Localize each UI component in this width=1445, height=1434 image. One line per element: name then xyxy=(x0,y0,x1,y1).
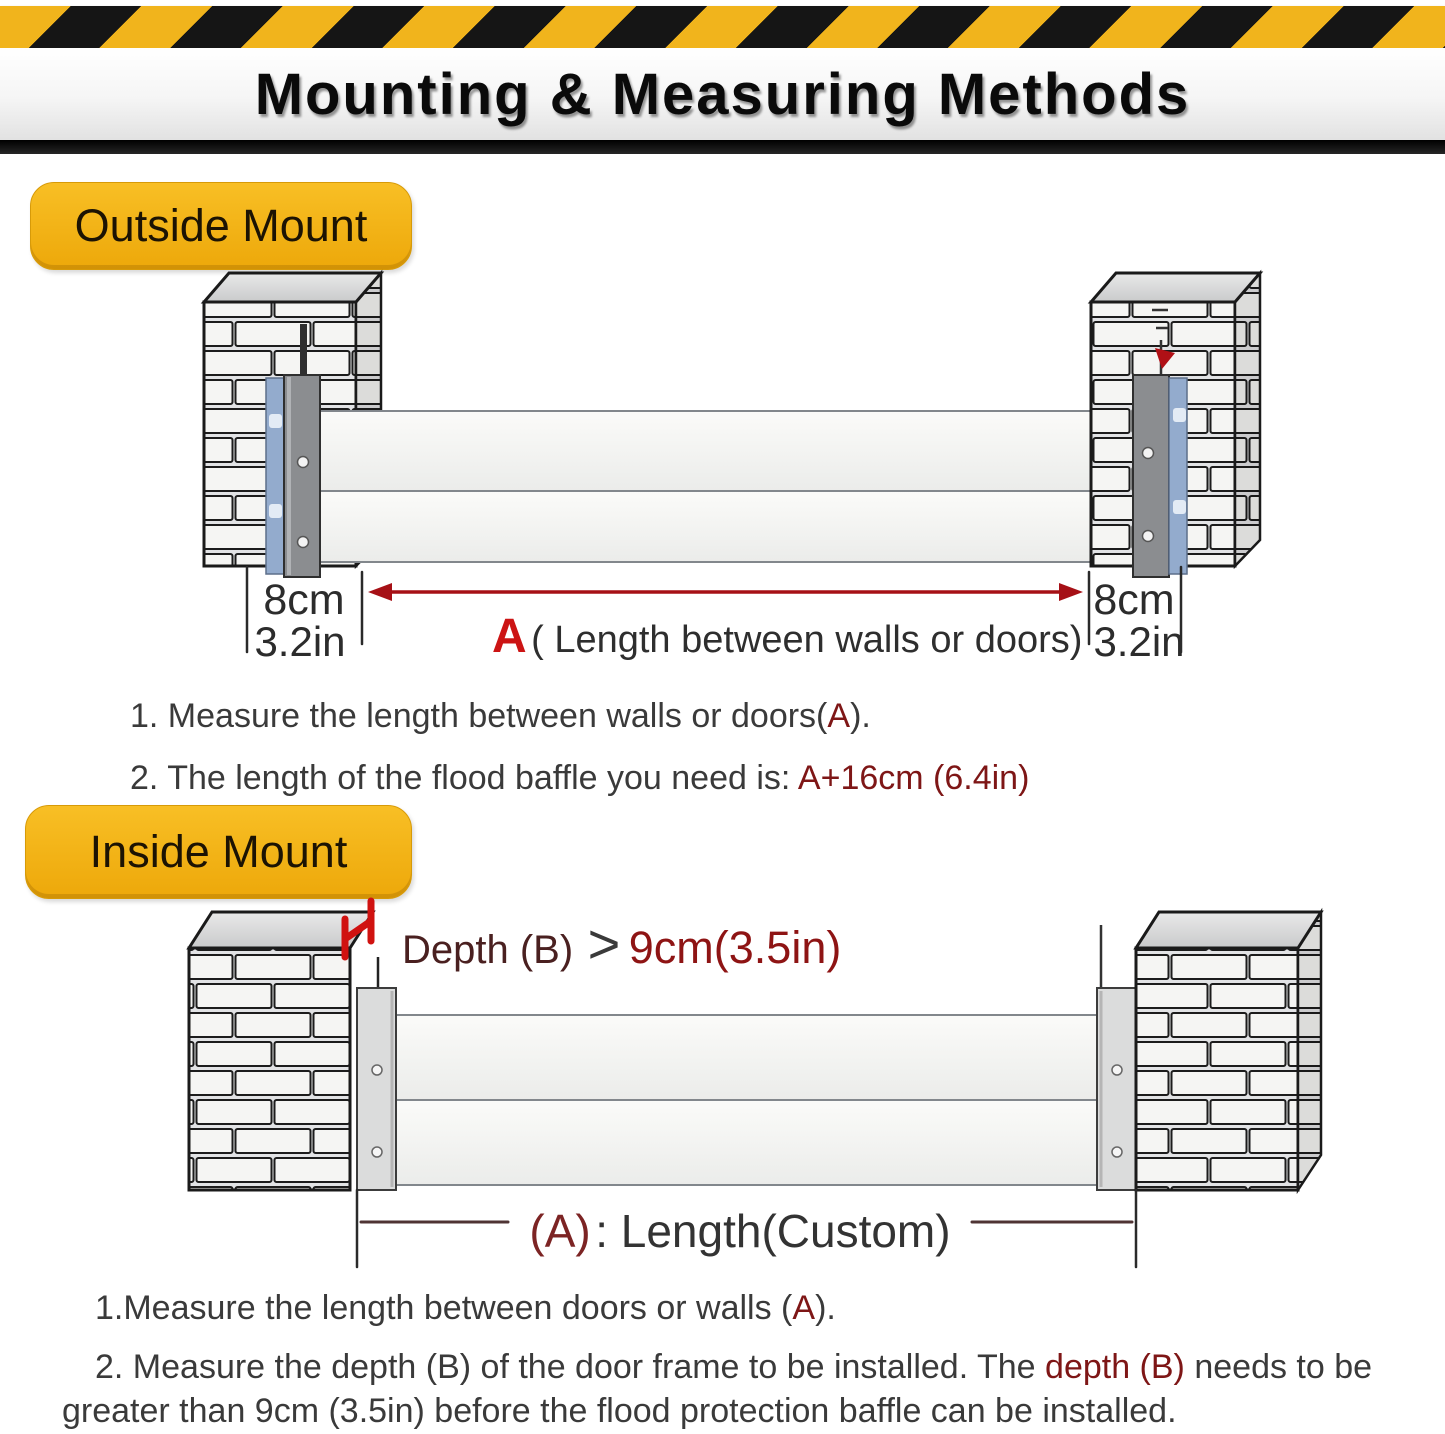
left-pillar-front-face xyxy=(189,948,350,1190)
inside-mount-diagram xyxy=(0,895,1445,1275)
hazard-banner xyxy=(0,0,1445,154)
page-title: Mounting & Measuring Methods xyxy=(254,61,1191,127)
screw-hole xyxy=(372,1065,382,1075)
screw-hole xyxy=(372,1147,382,1157)
seal-strip-tab xyxy=(269,504,282,518)
screw-hole xyxy=(1143,531,1154,542)
outside-mount-label xyxy=(30,182,412,270)
seal-strip-tab xyxy=(1173,408,1186,422)
screw-hole xyxy=(1112,1065,1122,1075)
inside-mount-label xyxy=(25,805,412,899)
outside-mount-label-text: Outside Mount xyxy=(74,200,368,251)
hazard-stripe-band xyxy=(0,6,1445,48)
left-offset-cm: 8cm xyxy=(263,576,345,624)
barrier-top-panel xyxy=(320,411,1133,491)
length-between-walls-label: A ( Length between walls or doors) xyxy=(492,610,1083,663)
banner-divider xyxy=(0,140,1445,154)
right-channel-bracket xyxy=(1097,925,1136,1190)
step-item: 1. Measure the length between walls or doors(A). xyxy=(130,697,871,735)
left-offset-in: 3.2in xyxy=(254,618,346,665)
inside-dimension-annotations xyxy=(357,1190,1136,1267)
custom-length-label: (A) : Length(Custom) xyxy=(529,1205,951,1257)
right-pillar-top-face xyxy=(1091,273,1260,302)
depth-label: Depth (B) > 9cm(3.5in) xyxy=(402,912,842,975)
screw-hole xyxy=(298,537,309,548)
step-item: 2. Measure the depth (B) of the door frame to be installed. The depth (B) needs to be greater than 9cm (3.5in) before the flood protection baffle can be installed. xyxy=(62,1348,1373,1431)
screw-hole xyxy=(1112,1147,1122,1157)
left-seal-strip xyxy=(266,378,284,574)
seal-strip-tab xyxy=(269,414,282,428)
left-bracket-slot xyxy=(300,324,307,377)
arrowhead-right-icon xyxy=(1059,583,1083,601)
flood-barrier xyxy=(396,1015,1097,1185)
left-channel-body xyxy=(357,988,396,1190)
barrier-bottom-panel xyxy=(320,491,1133,562)
title-bar xyxy=(0,48,1445,140)
left-pillar-top-face xyxy=(204,273,381,302)
screw-hole xyxy=(298,457,309,468)
screw-hole xyxy=(1143,448,1154,459)
arrowhead-left-icon xyxy=(368,583,392,601)
inside-mount-label-text: Inside Mount xyxy=(89,826,348,877)
left-channel-bracket xyxy=(357,957,396,1190)
outside-dimension-annotations xyxy=(247,567,1185,665)
greater-than-symbol: > xyxy=(587,912,621,975)
step-item: 1.Measure the length between doors or walls (A). xyxy=(95,1289,836,1327)
barrier-top-panel xyxy=(396,1015,1097,1100)
right-pillar-top-face xyxy=(1136,912,1321,948)
right-offset-cm: 8cm xyxy=(1093,576,1175,624)
right-seal-strip xyxy=(1169,378,1187,574)
length-accent: A xyxy=(492,610,527,663)
outside-mount-steps xyxy=(130,694,1400,800)
outside-mount-diagram xyxy=(0,262,1445,682)
barrier-bottom-panel xyxy=(396,1100,1097,1185)
right-pillar-front-face xyxy=(1136,948,1298,1190)
right-offset-in: 3.2in xyxy=(1093,618,1185,665)
inside-mount-steps xyxy=(62,1286,1397,1434)
step-item: 2. The length of the flood baffle you need is: A+16cm (6.4in) xyxy=(130,759,1030,798)
right-bracket-body xyxy=(1133,375,1169,577)
right-wall-pillar xyxy=(1136,912,1321,1190)
right-channel-body xyxy=(1097,988,1136,1190)
seal-strip-tab xyxy=(1173,500,1186,514)
flood-barrier xyxy=(320,411,1133,562)
